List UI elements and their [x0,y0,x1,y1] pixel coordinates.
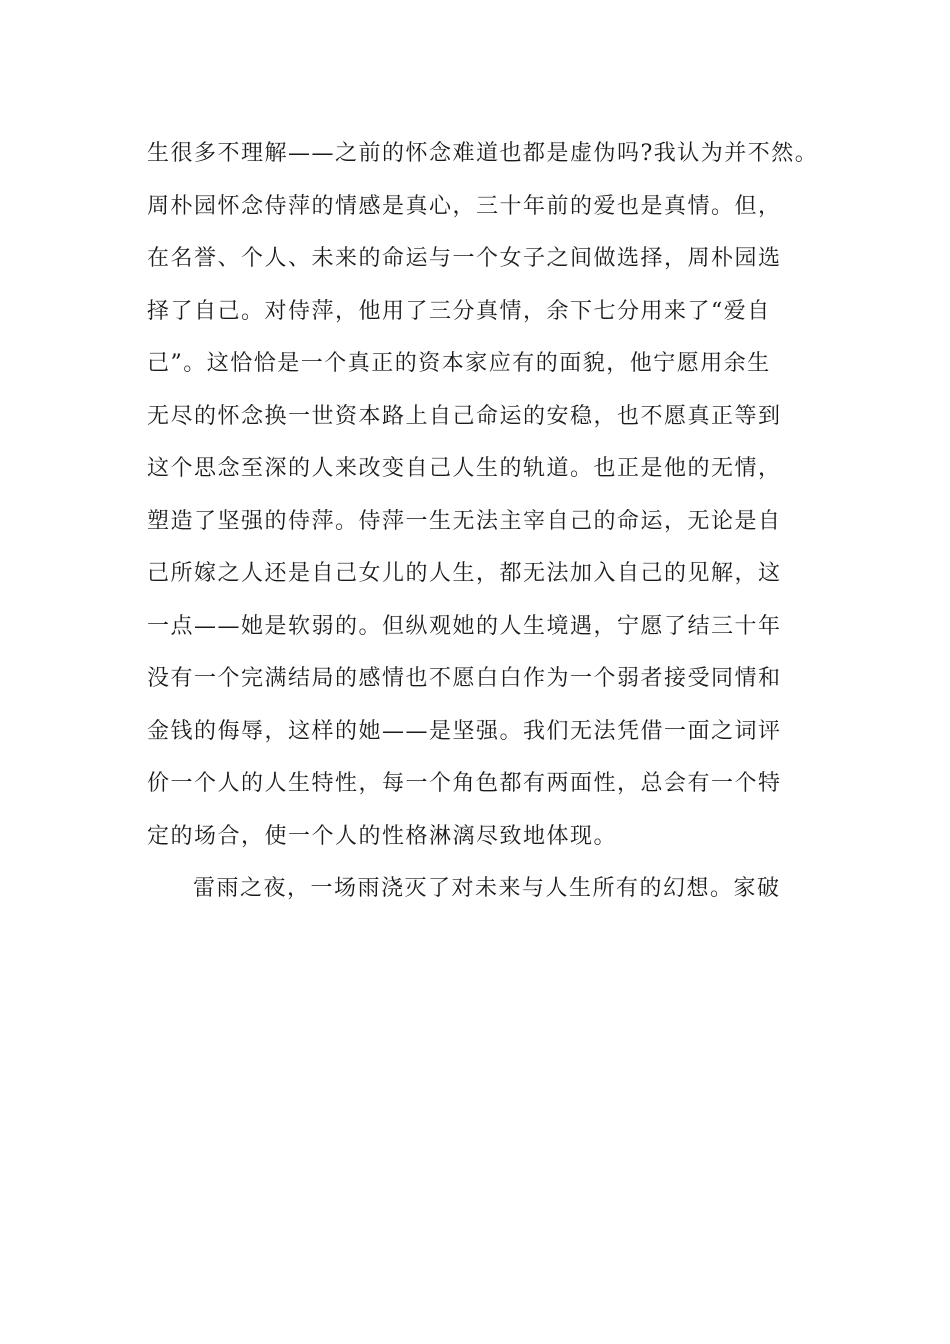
text-line-9: 己所嫁之人还是自己女儿的人生，都无法加入自己的见解，这 [147,561,782,586]
text-line-5: 己”。这恰恰是一个真正的资本家应有的面貌，他宁愿用余生 [147,351,771,376]
text-line-3: 在名誉、个人、未来的命运与一个女子之间做选择，周朴园选 [147,246,782,271]
text-line-14: 定的场合，使一个人的性格淋漓尽致地体现。 [147,823,618,849]
text-line-1: 生很多不理解——之前的怀念难道也都是虚伪吗?我认为并不然。 [147,141,819,166]
text-line-6: 无尽的怀念换一世资本路上自己命运的安稳，也不愿真正等到 [147,403,782,429]
text-line-13: 价一个人的人生特性，每一个角色都有两面性，总会有一个特 [147,771,782,796]
text-line-12: 金钱的侮辱，这样的她——是坚强。我们无法凭借一面之词评 [147,718,782,744]
text-line-11: 没有一个完满结局的感情也不愿白白作为一个弱者接受同情和 [147,666,782,691]
text-line-8: 塑造了坚强的侍萍。侍萍一生无法主宰自己的命运，无论是自 [147,508,782,534]
text-line-10: 一点——她是软弱的。但纵观她的人生境遇，宁愿了结三十年 [147,613,782,639]
body-text [147,128,847,916]
text-line-2: 周朴园怀念侍萍的情感是真心，三十年前的爱也是真情。但， [147,193,782,219]
paragraph-start-line: 雷雨之夜，一场雨浇灭了对未来与人生所有的幻想。家破 [193,876,781,901]
text-line-4: 择了自己。对侍萍，他用了三分真情，余下七分用来了“爱自 [147,298,771,324]
text-line-7: 这个思念至深的人来改变自己人生的轨道。也正是他的无情， [147,456,782,481]
